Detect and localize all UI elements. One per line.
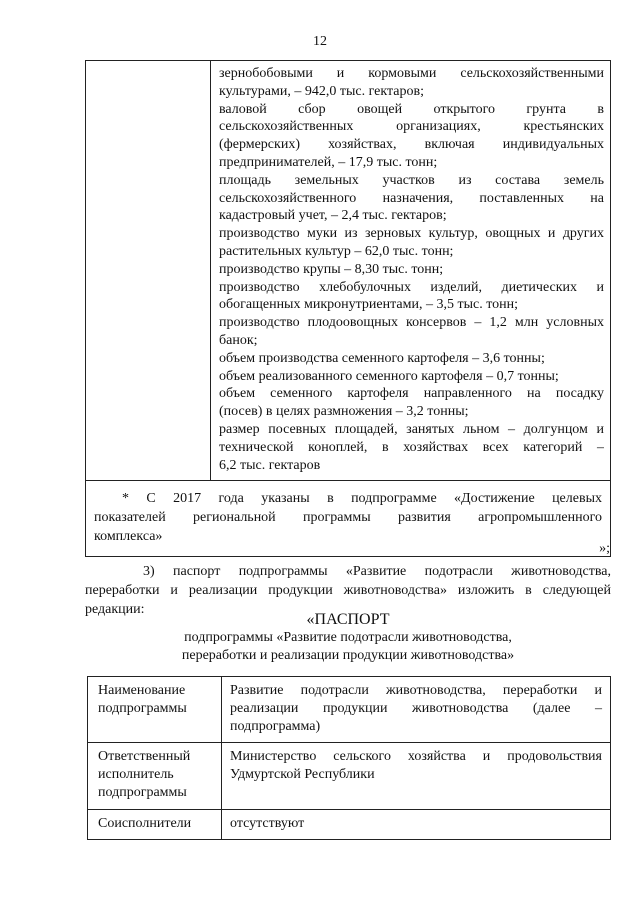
table-row — [88, 743, 611, 810]
indicator-line: (посев) в целях размножения – 3,2 тонны; — [219, 404, 469, 420]
label-line: Соисполнители — [98, 816, 192, 831]
paragraph-line: переработки и реализации продукции животноводства» изложить в следующей — [85, 583, 611, 598]
paragraph-line: редакции: — [85, 602, 145, 617]
indicator-line: культурами, – 942,0 тыс. гектаров; — [219, 83, 424, 99]
indicator-line: (фермерских) хозяйствах, включая индивидуальных — [219, 137, 604, 153]
passport-subtitle-line: переработки и реализации продукции животноводства» — [181, 648, 515, 663]
row-label — [88, 743, 222, 810]
indicator-line: растительных культур – 62,0 тыс. тонн; — [219, 243, 454, 259]
indicator-line: объем реализованного семенного картофеля – 0,7 тонны; — [219, 368, 559, 384]
passport-subtitle-line: подпрограммы «Развитие подотрасли животноводства, — [184, 630, 512, 645]
label-line: подпрограммы — [98, 785, 187, 800]
indicator-line: валовой сбор овощей открытого грунта в — [219, 101, 604, 117]
table-row — [88, 810, 611, 840]
value-line: Министерство сельского хозяйства и продовольствия — [230, 749, 602, 764]
row-label — [88, 677, 222, 743]
indicator-line: кадастровый учет, – 2,4 тыс. гектаров; — [219, 208, 447, 224]
row-value — [222, 743, 611, 810]
label-line: исполнитель — [98, 767, 174, 782]
row-value — [222, 810, 611, 840]
passport-table — [87, 676, 611, 840]
value-line: подпрограмма) — [230, 719, 321, 734]
row-value — [222, 677, 611, 743]
indicator-line: банок; — [219, 332, 258, 348]
indicator-line: производство крупы – 8,30 тыс. тонн; — [219, 261, 444, 277]
indicator-line: производство плодоовощных консервов – 1,2 млн условных — [219, 315, 604, 331]
paragraph-line: 3) паспорт подпрограммы «Развитие подотрасли животноводства, — [143, 564, 611, 579]
indicator-line: объем семенного картофеля направленного на посадку — [219, 386, 604, 402]
indicator-line: предпринимателей, – 17,9 тыс. тонн; — [219, 154, 438, 170]
indicator-line: обогащенных микронутриентами, – 3,5 тыс. тонн; — [219, 297, 518, 313]
value-line: Удмуртской Республики — [230, 767, 375, 782]
label-line: Наименование — [98, 683, 186, 698]
indicator-line: зернобобовыми и кормовыми сельскохозяйственными — [219, 66, 604, 81]
indicator-line: производство муки из зерновых культур, овощных и других — [219, 226, 604, 242]
row-label — [88, 810, 222, 840]
indicator-line: сельскохозяйственного назначения, поставленных на — [219, 190, 604, 206]
indicators-table — [85, 60, 611, 557]
indicator-line: производство хлебобулочных изделий, диетических и — [219, 279, 604, 295]
footnote-line: показателей региональной программы развития агропромышленного — [94, 510, 602, 526]
footnote-line: комплекса» — [94, 529, 163, 545]
table-row — [88, 677, 611, 743]
indicators-label-cell — [86, 61, 211, 481]
indicator-line: объем производства семенного картофеля – 3,6 тонны; — [219, 350, 545, 366]
indicators-value-cell — [211, 61, 611, 481]
label-line: Ответственный — [98, 749, 191, 764]
indicator-line: технической коноплей, в хозяйствах всех категорий – — [219, 439, 604, 455]
indicator-line: площадь земельных участков из состава земель — [219, 172, 604, 188]
value-line: реализации продукции животноводства (далее – — [230, 701, 602, 716]
passport-title: «ПАСПОРТ — [306, 611, 390, 628]
value-line: отсутствуют — [230, 816, 305, 831]
closing-quote: »; — [599, 541, 610, 556]
label-line: подпрограммы — [98, 701, 187, 716]
value-line: Развитие подотрасли животноводства, переработки и — [230, 683, 602, 698]
indicator-line: сельскохозяйственных организациях, крестьянских — [219, 119, 604, 135]
footnote-cell — [86, 481, 611, 557]
indicator-line: размер посевных площадей, занятых льном – долгунцом и — [219, 421, 604, 437]
indicator-line: 6,2 тыс. гектаров — [219, 457, 321, 473]
footnote-line: * С 2017 года указаны в подпрограмме «Достижение целевых — [122, 491, 602, 507]
page-number: 12 — [313, 34, 327, 49]
